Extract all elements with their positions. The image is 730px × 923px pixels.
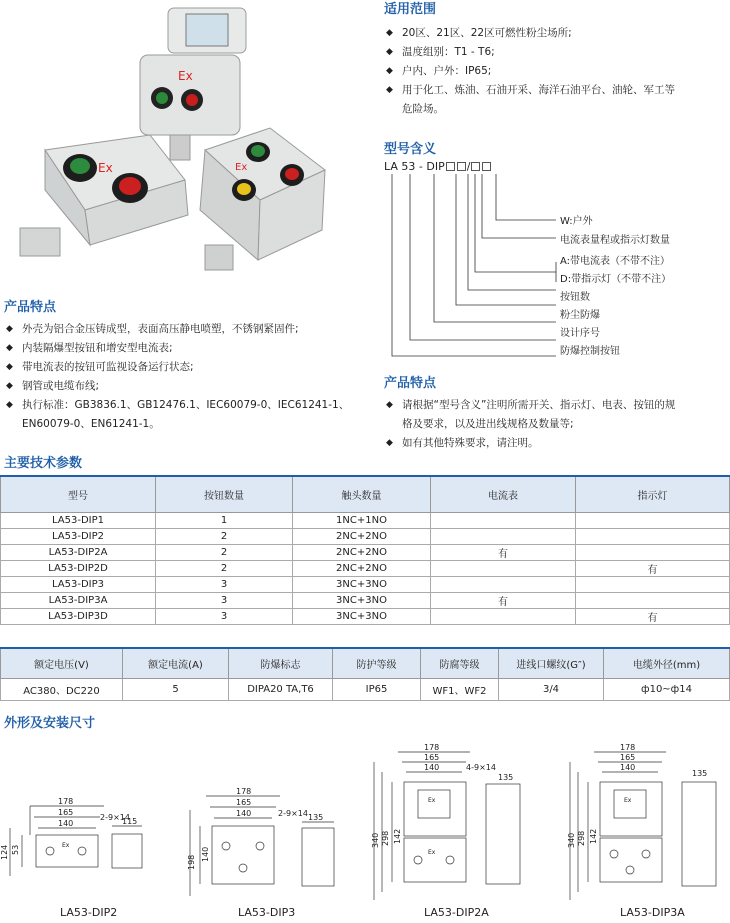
table-row <box>1 528 730 544</box>
table-cell: 3 <box>156 576 293 592</box>
table-cell <box>576 512 730 528</box>
list-item: ◆ 钢管或电缆布线; <box>6 377 376 396</box>
list-item: ◆ 内装隔爆型按钮和增安型电流表; <box>6 339 376 358</box>
model-code: LA 53 - DIP / <box>384 160 492 173</box>
dim-label: 165 <box>424 753 440 762</box>
button-box-right <box>200 128 325 270</box>
table-cell: 3 <box>156 592 293 608</box>
dim-label: 140 <box>424 763 440 772</box>
list-item: ◆ 用于化工、炼油、石油开采、海洋石油平台、油轮、军工等 <box>386 81 726 100</box>
model-label: 电流表量程或指示灯数量 <box>560 235 670 246</box>
product-photo <box>0 0 372 285</box>
model-label: W:户外 <box>560 216 593 227</box>
table-cell: 5 <box>123 678 229 700</box>
dim-label: 340 <box>567 832 576 848</box>
list-item: ◆ 外壳为铝合金压铸成型，表面高压静电喷塑，不锈钢紧固件; <box>6 320 376 339</box>
table-cell: 1 <box>156 512 293 528</box>
table-cell: 有 <box>431 544 576 560</box>
model-label: 设计序号 <box>560 328 600 339</box>
list-item-continued <box>386 100 726 119</box>
table-cell: 3NC+3NO <box>293 592 431 608</box>
drawing-caption: LA53-DIP3 <box>238 906 296 919</box>
drawing-dip2a <box>366 742 526 904</box>
col-header: 防护等级 <box>333 648 421 678</box>
svg-text:Ex: Ex <box>178 69 193 83</box>
table-row <box>1 576 730 592</box>
table-cell: LA53-DIP3 <box>1 576 156 592</box>
features-right-title: 产品特点 <box>384 376 437 391</box>
features-left-title: 产品特点 <box>4 300 57 315</box>
table-cell <box>431 608 576 624</box>
dim-label: 124 <box>0 844 9 860</box>
dims-title: 外形及安装尺寸 <box>4 716 96 731</box>
table-cell: AC380、DC220 <box>1 678 123 700</box>
params-table <box>0 475 730 625</box>
table-row <box>1 678 730 700</box>
list-item: ◆ 执行标准：GB3836.1、GB12476.1、IEC60079-0、IEC61241-1、 <box>6 396 376 415</box>
table-cell: LA53-DIP2D <box>1 560 156 576</box>
table-cell <box>431 512 576 528</box>
list-item: ◆ 温度组别：T1 - T6; <box>386 43 726 62</box>
ratings-table <box>0 647 730 701</box>
table-cell: WF1、WF2 <box>421 678 499 700</box>
dim-label: 2-9×14 <box>100 813 130 822</box>
continued-text: 危险场。 <box>402 103 444 115</box>
table-row <box>1 544 730 560</box>
svg-text:Ex: Ex <box>98 161 113 175</box>
model-label: 粉尘防爆 <box>560 310 600 321</box>
table-cell <box>576 576 730 592</box>
dim-label: 142 <box>393 828 402 844</box>
table-cell: 2 <box>156 544 293 560</box>
dim-label: 140 <box>620 763 636 772</box>
dim-label: 165 <box>236 798 252 807</box>
table-cell: 2 <box>156 560 293 576</box>
table-row <box>1 512 730 528</box>
dim-label: 140 <box>58 819 74 828</box>
table-cell: 3NC+3NO <box>293 608 431 624</box>
model-label: 防爆控制按钮 <box>560 346 620 357</box>
model-label: D:带指示灯（不带不注） <box>560 274 672 285</box>
table-cell <box>576 592 730 608</box>
list-item: ◆ 户内、户外：IP65; <box>386 62 726 81</box>
dim-label: 115 <box>122 817 138 826</box>
table-cell: LA53-DIP3A <box>1 592 156 608</box>
dim-label: 178 <box>620 743 636 752</box>
svg-text:Ex: Ex <box>235 162 248 173</box>
drawing-caption: LA53-DIP2 <box>60 906 118 919</box>
table-cell: 有 <box>576 560 730 576</box>
dim-label: 178 <box>236 787 252 796</box>
list-item-cont: EN60079-0、EN61241-1。 <box>22 418 160 430</box>
dim-label: 165 <box>58 808 74 817</box>
features-left-list <box>6 320 376 434</box>
table-cell: LA53-DIP1 <box>1 512 156 528</box>
dim-label: 198 <box>187 854 196 870</box>
list-item-cont: 格及要求，以及进出线规格及数量等; <box>402 418 574 430</box>
table-cell: IP65 <box>333 678 421 700</box>
dim-label: 165 <box>620 753 636 762</box>
table-cell <box>431 576 576 592</box>
ex-mark: Ex <box>624 797 632 804</box>
drawing-caption: LA53-DIP3A <box>620 906 685 919</box>
dim-label: 298 <box>381 830 390 846</box>
table-cell: 3NC+3NO <box>293 576 431 592</box>
table-cell <box>431 528 576 544</box>
dim-label: 53 <box>11 844 20 855</box>
dim-label: 135 <box>692 769 708 778</box>
params-title: 主要技术参数 <box>4 456 83 471</box>
table-cell: DIPA20 TA,T6 <box>229 678 333 700</box>
col-header: 电缆外径(mm) <box>604 648 730 678</box>
drawing-dip3 <box>182 780 357 902</box>
table-cell <box>431 560 576 576</box>
table-cell: 3 <box>156 608 293 624</box>
list-item: ◆ 20区、21区、22区可燃性粉尘场所; <box>386 24 726 43</box>
table-row <box>1 608 730 624</box>
model-label: A:带电流表（不带不注） <box>560 256 671 267</box>
col-header: 电流表 <box>431 476 576 512</box>
features-right-list <box>386 396 726 453</box>
scope-list <box>386 24 726 119</box>
table-cell: 2NC+2NO <box>293 560 431 576</box>
dim-label: 135 <box>308 813 324 822</box>
table-cell: 3/4 <box>499 678 604 700</box>
list-item: ◆ 带电流表的按钮可监视设备运行状态; <box>6 358 376 377</box>
params-body <box>1 512 730 624</box>
table-cell: 2 <box>156 528 293 544</box>
table-cell: 1NC+1NO <box>293 512 431 528</box>
table-cell: LA53-DIP2 <box>1 528 156 544</box>
ex-mark: Ex <box>428 797 436 804</box>
col-header: 防爆标志 <box>229 648 333 678</box>
col-header: 按钮数量 <box>156 476 293 512</box>
table-row <box>1 560 730 576</box>
dim-label: 140 <box>201 846 210 862</box>
model-diagram <box>384 160 714 370</box>
dim-label: 4-9×14 <box>466 763 496 772</box>
button-box-left <box>20 135 188 256</box>
table-cell: LA53-DIP2A <box>1 544 156 560</box>
model-code-text: LA 53 - DIP <box>384 160 445 173</box>
col-header: 额定电压(V) <box>1 648 123 678</box>
model-label: 按钮数 <box>560 292 590 303</box>
table-cell <box>576 528 730 544</box>
col-header: 额定电流(A) <box>123 648 229 678</box>
dim-label: 2-9×14 <box>278 809 308 818</box>
drawing-dip2 <box>0 790 170 900</box>
ex-mark: Ex <box>62 842 70 849</box>
model-title: 型号含义 <box>384 142 437 157</box>
table-row <box>1 592 730 608</box>
table-cell: ф10~ф14 <box>604 678 730 700</box>
dim-label: 140 <box>236 809 252 818</box>
drawing-dip3a <box>560 742 725 904</box>
col-header: 防腐等级 <box>421 648 499 678</box>
table-cell: 2NC+2NO <box>293 544 431 560</box>
col-header: 型号 <box>1 476 156 512</box>
button-box-top <box>140 8 246 160</box>
col-header: 触头数量 <box>293 476 431 512</box>
dim-label: 135 <box>498 773 514 782</box>
scope-title: 适用范围 <box>384 2 437 17</box>
col-header: 指示灯 <box>576 476 730 512</box>
col-header: 进线口螺纹(G″) <box>499 648 604 678</box>
list-item: ◆ 如有其他特殊要求，请注明。 <box>386 434 726 453</box>
dim-label: 178 <box>424 743 440 752</box>
table-cell: 2NC+2NO <box>293 528 431 544</box>
dim-label: 340 <box>371 832 380 848</box>
table-cell <box>576 544 730 560</box>
list-item: ◆ 请根据“型号含义”注明所需开关、指示灯、电表、按钮的规 <box>386 396 726 415</box>
table-cell: 有 <box>576 608 730 624</box>
dim-label: 142 <box>589 828 598 844</box>
table-cell: 有 <box>431 592 576 608</box>
drawing-caption: LA53-DIP2A <box>424 906 489 919</box>
dim-label: 178 <box>58 797 74 806</box>
dim-label: 298 <box>577 830 586 846</box>
ex-mark: Ex <box>428 849 436 856</box>
table-cell: LA53-DIP3D <box>1 608 156 624</box>
